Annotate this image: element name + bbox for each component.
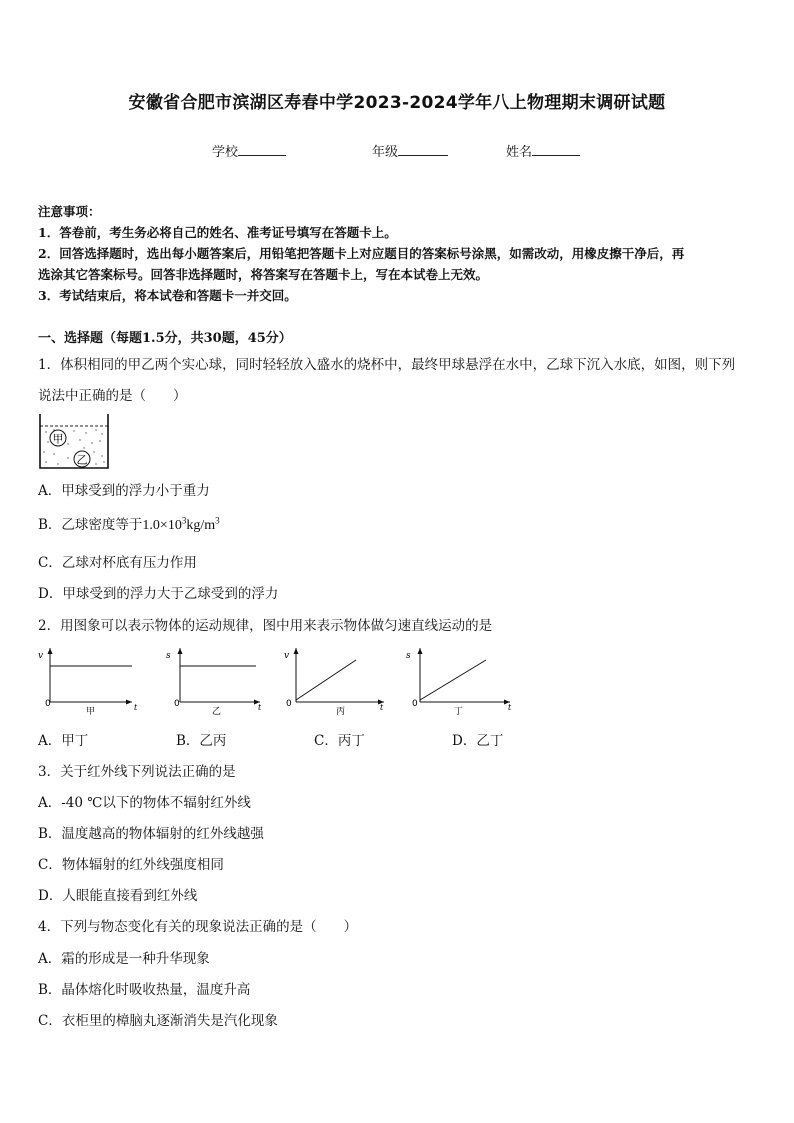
q3-option-c[interactable]: C．物体辐射的红外线强度相同 bbox=[38, 857, 224, 873]
notes-block bbox=[38, 201, 684, 306]
notes-item: 1．答卷前，考生务必将自己的姓名、准考证号填写在答题卡上。 bbox=[38, 225, 397, 240]
y-axis-arrow bbox=[418, 648, 423, 654]
q2-text: 2．用图象可以表示物体的运动规律，图中用来表示物体做匀速直线运动的是 bbox=[38, 618, 493, 634]
q2-graph-bing bbox=[284, 644, 388, 716]
y-axis-arrow bbox=[294, 648, 299, 654]
origin-label: 0 bbox=[45, 699, 51, 709]
q1-option-b-value: $1.0\times 10^3kg/m^3$ bbox=[142, 515, 220, 533]
page-title: 安徽省合肥市滨湖区寿春中学2023-2024学年八上物理期末调研试题 bbox=[128, 93, 666, 113]
q3-option-d[interactable]: D．人眼能直接看到红外线 bbox=[38, 888, 198, 904]
school-field[interactable] bbox=[212, 141, 286, 160]
q2-option-c[interactable]: C．丙丁 bbox=[314, 733, 365, 749]
q1-text-line1: 1．体积相同的甲乙两个实心球，同时轻轻放入盛水的烧杯中，最终甲球悬浮在水中，乙球下沉入水底，如图，则下列 bbox=[38, 357, 736, 373]
q4-option-b[interactable]: B．晶体熔化时吸收热量，温度升高 bbox=[38, 982, 251, 998]
grade-label: 年级 bbox=[372, 145, 399, 160]
graph-caption: 乙 bbox=[212, 707, 222, 717]
ball-jia-label: 甲 bbox=[52, 432, 64, 446]
q2-option-b[interactable]: B．乙丙 bbox=[176, 733, 227, 749]
graph-line-rising bbox=[420, 660, 486, 700]
q3-text: 3．关于红外线下列说法正确的是 bbox=[38, 764, 236, 780]
school-blank[interactable] bbox=[238, 142, 286, 156]
q4-option-c[interactable]: C．衣柜里的樟脑丸逐渐消失是汽化现象 bbox=[38, 1013, 278, 1029]
graph-caption: 甲 bbox=[86, 707, 96, 717]
grade-blank[interactable] bbox=[398, 142, 448, 156]
x-axis-label: t bbox=[508, 703, 512, 712]
q4-text: 4．下列与物态变化有关的现象说法正确的是（ ） bbox=[38, 919, 358, 935]
y-axis-label: v bbox=[38, 651, 44, 661]
ball-yi-label: 乙 bbox=[76, 453, 88, 467]
q4-option-a[interactable]: A．霜的形成是一种升华现象 bbox=[38, 951, 210, 967]
y-axis-arrow bbox=[48, 648, 53, 654]
q2-option-d[interactable]: D．乙丁 bbox=[452, 733, 504, 749]
name-field[interactable] bbox=[506, 141, 580, 160]
y-axis-arrow bbox=[178, 648, 183, 654]
q2-option-a[interactable]: A．甲丁 bbox=[38, 733, 89, 749]
name-label: 姓名 bbox=[506, 145, 533, 160]
y-axis-label: s bbox=[406, 651, 411, 661]
graph-line-rising bbox=[296, 660, 356, 700]
origin-label: 0 bbox=[286, 699, 292, 709]
q2-graph-jia bbox=[36, 644, 136, 716]
notes-item: 3．考试结束后，将本试卷和答题卡一并交回。 bbox=[38, 288, 297, 303]
origin-label: 0 bbox=[412, 699, 418, 709]
q1-option-c[interactable]: C．乙球对杯底有压力作用 bbox=[38, 555, 197, 571]
grade-field[interactable] bbox=[372, 141, 448, 160]
school-label: 学校 bbox=[212, 145, 239, 160]
q2-graph-ding bbox=[404, 644, 514, 716]
q2-graph-yi bbox=[160, 644, 264, 716]
q1-beaker-figure bbox=[38, 412, 110, 470]
q1-option-b-prefix: B．乙球密度等于 bbox=[38, 517, 143, 533]
q3-option-b[interactable]: B．温度越高的物体辐射的红外线越强 bbox=[38, 826, 264, 842]
section-heading: 一、选择题（每题1.5分，共30题，45分） bbox=[38, 331, 292, 346]
y-axis-label: v bbox=[284, 651, 290, 661]
q1-option-d[interactable]: D．甲球受到的浮力大于乙球受到的浮力 bbox=[38, 586, 279, 602]
q1-option-b[interactable] bbox=[38, 513, 220, 534]
origin-label: 0 bbox=[174, 699, 180, 709]
graph-caption: 丙 bbox=[336, 707, 346, 717]
notes-heading: 注意事项： bbox=[38, 204, 101, 219]
name-blank[interactable] bbox=[532, 142, 580, 156]
x-axis-label: t bbox=[134, 703, 138, 712]
graph-caption: 丁 bbox=[454, 707, 464, 717]
q3-option-a[interactable]: A．-40 ℃以下的物体不辐射红外线 bbox=[38, 795, 251, 811]
q1-option-a[interactable]: A．甲球受到的浮力小于重力 bbox=[38, 483, 210, 499]
q1-text-line2: 说法中正确的是（ ） bbox=[38, 388, 187, 404]
x-axis-label: t bbox=[380, 703, 384, 712]
x-axis-label: t bbox=[258, 703, 262, 712]
y-axis-label: s bbox=[166, 651, 171, 661]
notes-item: 2．回答选择题时，选出每小题答案后，用铅笔把答题卡上对应题目的答案标号涂黑，如需改动，用橡皮擦干净后，再 bbox=[38, 246, 685, 261]
x-axis-arrow bbox=[126, 700, 132, 705]
notes-item: 选涂其它答案标号。回答非选择题时，将答案写在答题卡上，写在本试卷上无效。 bbox=[38, 267, 489, 282]
